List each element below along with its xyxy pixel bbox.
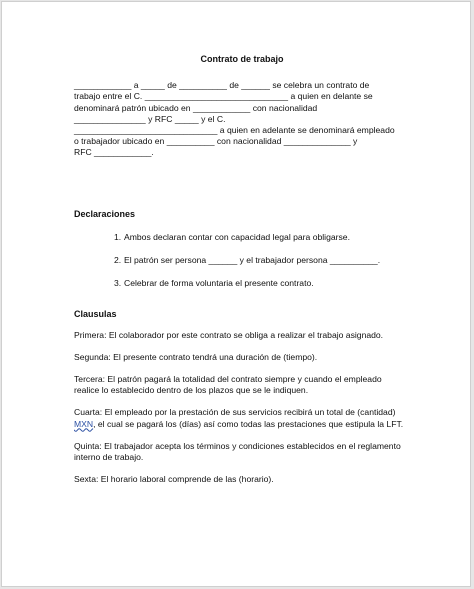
document-body [74, 54, 404, 485]
intro-line: trabajo entre el C. ______________________________ a quien en delante se [74, 91, 373, 102]
clausula-primera: Primera: El colaborador por este contrato se obliga a realizar el trabajo asignado. [74, 329, 384, 340]
declaracion-number: 2. [114, 255, 122, 266]
intro-line: o trabajador ubicado en __________ con nacionalidad ______________ y [74, 136, 358, 147]
document-page [1, 1, 471, 587]
declaracion-text: El patrón ser persona ______ y el trabajador persona __________. [124, 255, 381, 266]
clausula-cuarta [74, 407, 404, 429]
clausula-segunda: Segunda: El presente contrato tendrá una duración de (tiempo). [74, 351, 318, 362]
clausula-cuarta-text-rest: , el cual se pagará los (días) así como todas las prestaciones que estipula la LFT. [93, 418, 404, 429]
clausula-sexta: Sexta: El horario laboral comprende de las (horario). [74, 474, 274, 485]
intro-line: _______________ y RFC _____ y el C. [74, 113, 226, 124]
intro-line: denominará patrón ubicado en ____________ con nacionalidad [74, 102, 318, 113]
declaracion-number: 3. [114, 278, 122, 289]
clausula-tercera: Tercera: El patrón pagará la totalidad del contrato siempre y cuando el empleado realice lo establecido dentro de los plazos que se le indiquen. [74, 374, 382, 396]
intro-line: RFC ____________. [74, 147, 154, 158]
declaracion-text: Ambos declaran contar con capacidad legal para obligarse. [124, 231, 350, 242]
declaraciones-heading: Declaraciones [74, 208, 136, 219]
declaraciones-list [74, 232, 404, 290]
spellcheck-flagged-word[interactable]: MXN [74, 418, 94, 429]
intro-line: ____________ a _____ de __________ de ______ se celebra un contrato de [74, 80, 370, 91]
declaracion-number: 1. [114, 231, 122, 242]
declaracion-item [74, 232, 404, 243]
document-title: Contrato de trabajo [200, 54, 284, 64]
clausulas-heading: Clausulas [74, 309, 117, 320]
clausula-cuarta-text: Cuarta: El empleado por la prestación de sus servicios recibirá un total de (cantidad) [74, 407, 396, 418]
declaracion-item [74, 255, 404, 266]
intro-paragraph [74, 80, 404, 158]
declaracion-text: Celebrar de forma voluntaria el presente contrato. [124, 278, 314, 289]
intro-line: ______________________________ a quien en adelante se denominará empleado [74, 125, 395, 136]
declaracion-item [74, 278, 404, 289]
clausula-quinta: Quinta: El trabajador acepta los términos y condiciones establecidos en el reglamento interno de trabajo. [74, 440, 401, 463]
